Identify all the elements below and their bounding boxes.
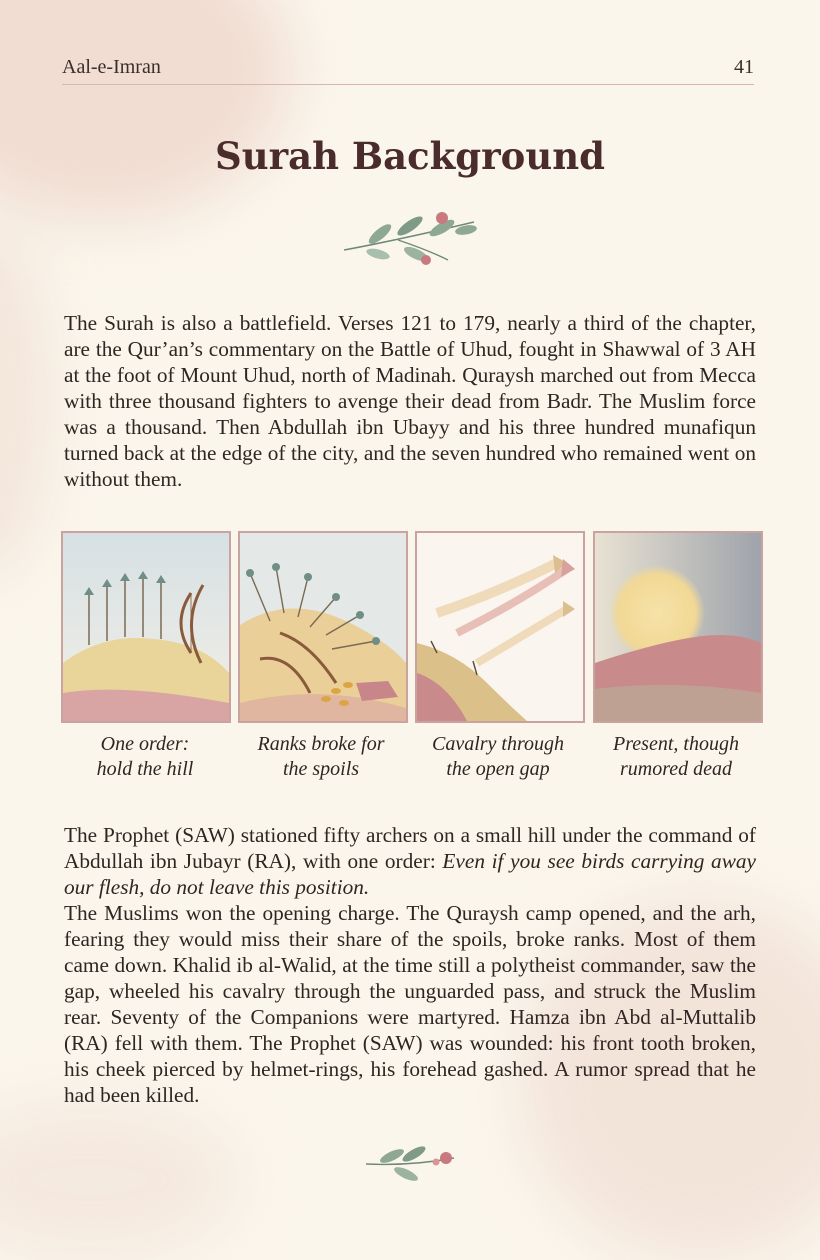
illustration-panel-spoils [238,531,408,723]
caption-line: rumored dead [619,758,733,780]
caption-line: Present, though [613,733,739,755]
archers-order-quote: Even if you see birds carrying away our flesh, do not leave this position. [64,849,757,899]
caption-line: Cavalry through [431,733,565,755]
illustration-panel-sun-rumor [593,531,763,723]
watercolor-wash-bottom-left [0,1100,240,1260]
illustration-panel-cavalry-gap [415,531,585,723]
caption-spoils [226,732,416,782]
botanical-sprig-small-icon [362,1140,462,1190]
running-head-surah-name: Aal-e-Imran [62,56,161,78]
illustration-panel-archers-hill [61,531,231,723]
page-title: Surah Background [215,134,605,178]
archers-paragraph-text: The Prophet (SAW) stationed fifty archers on a small hill under the command of Abdullah ibn Jubayr (RA), with one order: [64,823,756,873]
battle-paragraph: The Muslims won the opening charge. The Quraysh camp opened, and the arh, fearing they would miss their share of the spoils, broke ranks. Most of them came down. Khalid ib al-Walid, at the time still a polytheist commander, saw the gap, wheeled his cavalry through the unguarded pass, and struck the Muslim rear. Seventy of the Companions were martyred. Hamza ibn Abd al-Muttalib (RA) fell with them. The Prophet (SAW) was wounded: his front tooth broken, his cheek pierced by helmet-rings, his forehead gashed. A rumor spread that he had been killed. [64,901,756,1107]
archers-paragraph [64,822,756,900]
watercolor-wash-left [0,220,50,580]
page-number: 41 [734,56,754,78]
watercolor-wash-top-left [0,0,290,220]
intro-paragraph: The Surah is also a battlefield. Verses 121 to 179, nearly a third of the chapter, are the Qur’an’s commentary on the Battle of Uhud, fought in Shawwal of 3 AH at the foot of Mount Uhud, north of Madinah. Quraysh marched out from Mecca with three thousand fighters to avenge their dead from Badr. The Muslim force was a thousand. Then Abdullah ibn Ubayy and his three hundred munafiqun turned back at the edge of the city, and the seven hundred who remained went on without them. [64,311,756,491]
caption-line: the open gap [446,758,550,780]
caption-line: the spoils [282,758,360,780]
caption-archers-hill [50,732,240,782]
caption-line: hold the hill [96,758,194,780]
caption-line: One order: [100,733,190,755]
caption-sun-rumor [581,732,771,782]
page-header [62,52,754,85]
caption-line: Ranks broke for [257,733,385,755]
caption-cavalry-gap [403,732,593,782]
botanical-sprig-icon [338,210,482,270]
